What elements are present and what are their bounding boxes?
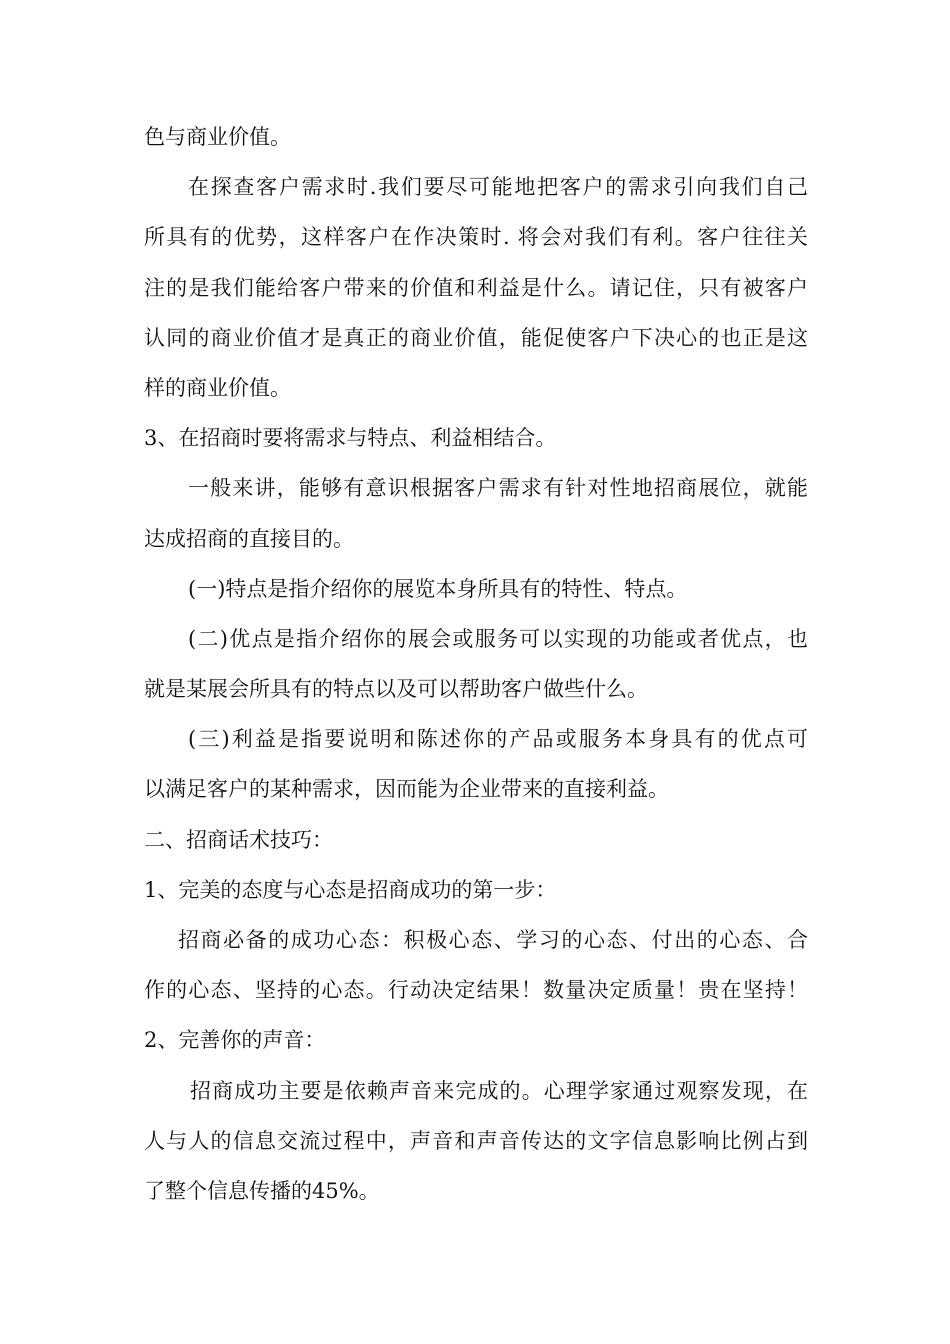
paragraph-line: 一般来讲，能够有意识根据客户需求有针对性地招商展位，就能 xyxy=(188,476,808,501)
paragraph-line: 色与商业价值。 xyxy=(144,125,291,149)
paragraph-line: 注的是我们能给客户带来的价值和利益是什么。请记住，只有被客户 xyxy=(144,275,808,300)
list-item: (三)利益是指要说明和陈述你的产品或服务本身具有的优点可 xyxy=(188,727,808,752)
section-heading: 1、完美的态度与心态是招商成功的第一步： xyxy=(144,877,557,902)
paragraph-line: 以满足客户的某种需求，因而能为企业带来的直接利益。 xyxy=(144,777,669,802)
list-item: (一)特点是指介绍你的展览本身所具有的特性、特点。 xyxy=(188,576,688,601)
paragraph-line: 人与人的信息交流过程中，声音和声音传达的文字信息影响比例占到 xyxy=(144,1128,808,1153)
section-heading: 3、在招商时要将需求与特点、利益相结合。 xyxy=(144,426,557,451)
paragraph-line: 作的心态、坚持的心态。行动决定结果！数量决定质量！贵在坚持！ xyxy=(144,978,808,1003)
paragraph-line: 招商必备的成功心态：积极心态、学习的心态、付出的心态、合 xyxy=(178,928,808,952)
document-body xyxy=(144,112,808,1216)
paragraph-line: 在探查客户需求时.我们要尽可能地把客户的需求引向我们自己 xyxy=(188,175,808,200)
list-item: (二)优点是指介绍你的展会或服务可以实现的功能或者优点，也 xyxy=(188,626,808,651)
paragraph-line: 招商成功主要是依赖声音来完成的。心理学家通过观察发现，在 xyxy=(190,1078,808,1103)
section-heading: 二、招商话术技巧： xyxy=(144,827,333,852)
paragraph-line: 样的商业价值。 xyxy=(144,375,291,400)
paragraph-line: 所具有的优势，这样客户在作决策时. 将会对我们有利。客户往往关 xyxy=(144,225,808,250)
section-heading: 2、完善你的声音： xyxy=(144,1028,326,1053)
paragraph-line: 认同的商业价值才是真正的商业价值，能促使客户下决心的也正是这 xyxy=(144,325,808,350)
paragraph-line: 达成招商的直接目的。 xyxy=(144,526,354,551)
paragraph-line: 了整个信息传播的45%。 xyxy=(144,1178,380,1203)
paragraph-line: 就是某展会所具有的特点以及可以帮助客户做些什么。 xyxy=(144,677,648,702)
